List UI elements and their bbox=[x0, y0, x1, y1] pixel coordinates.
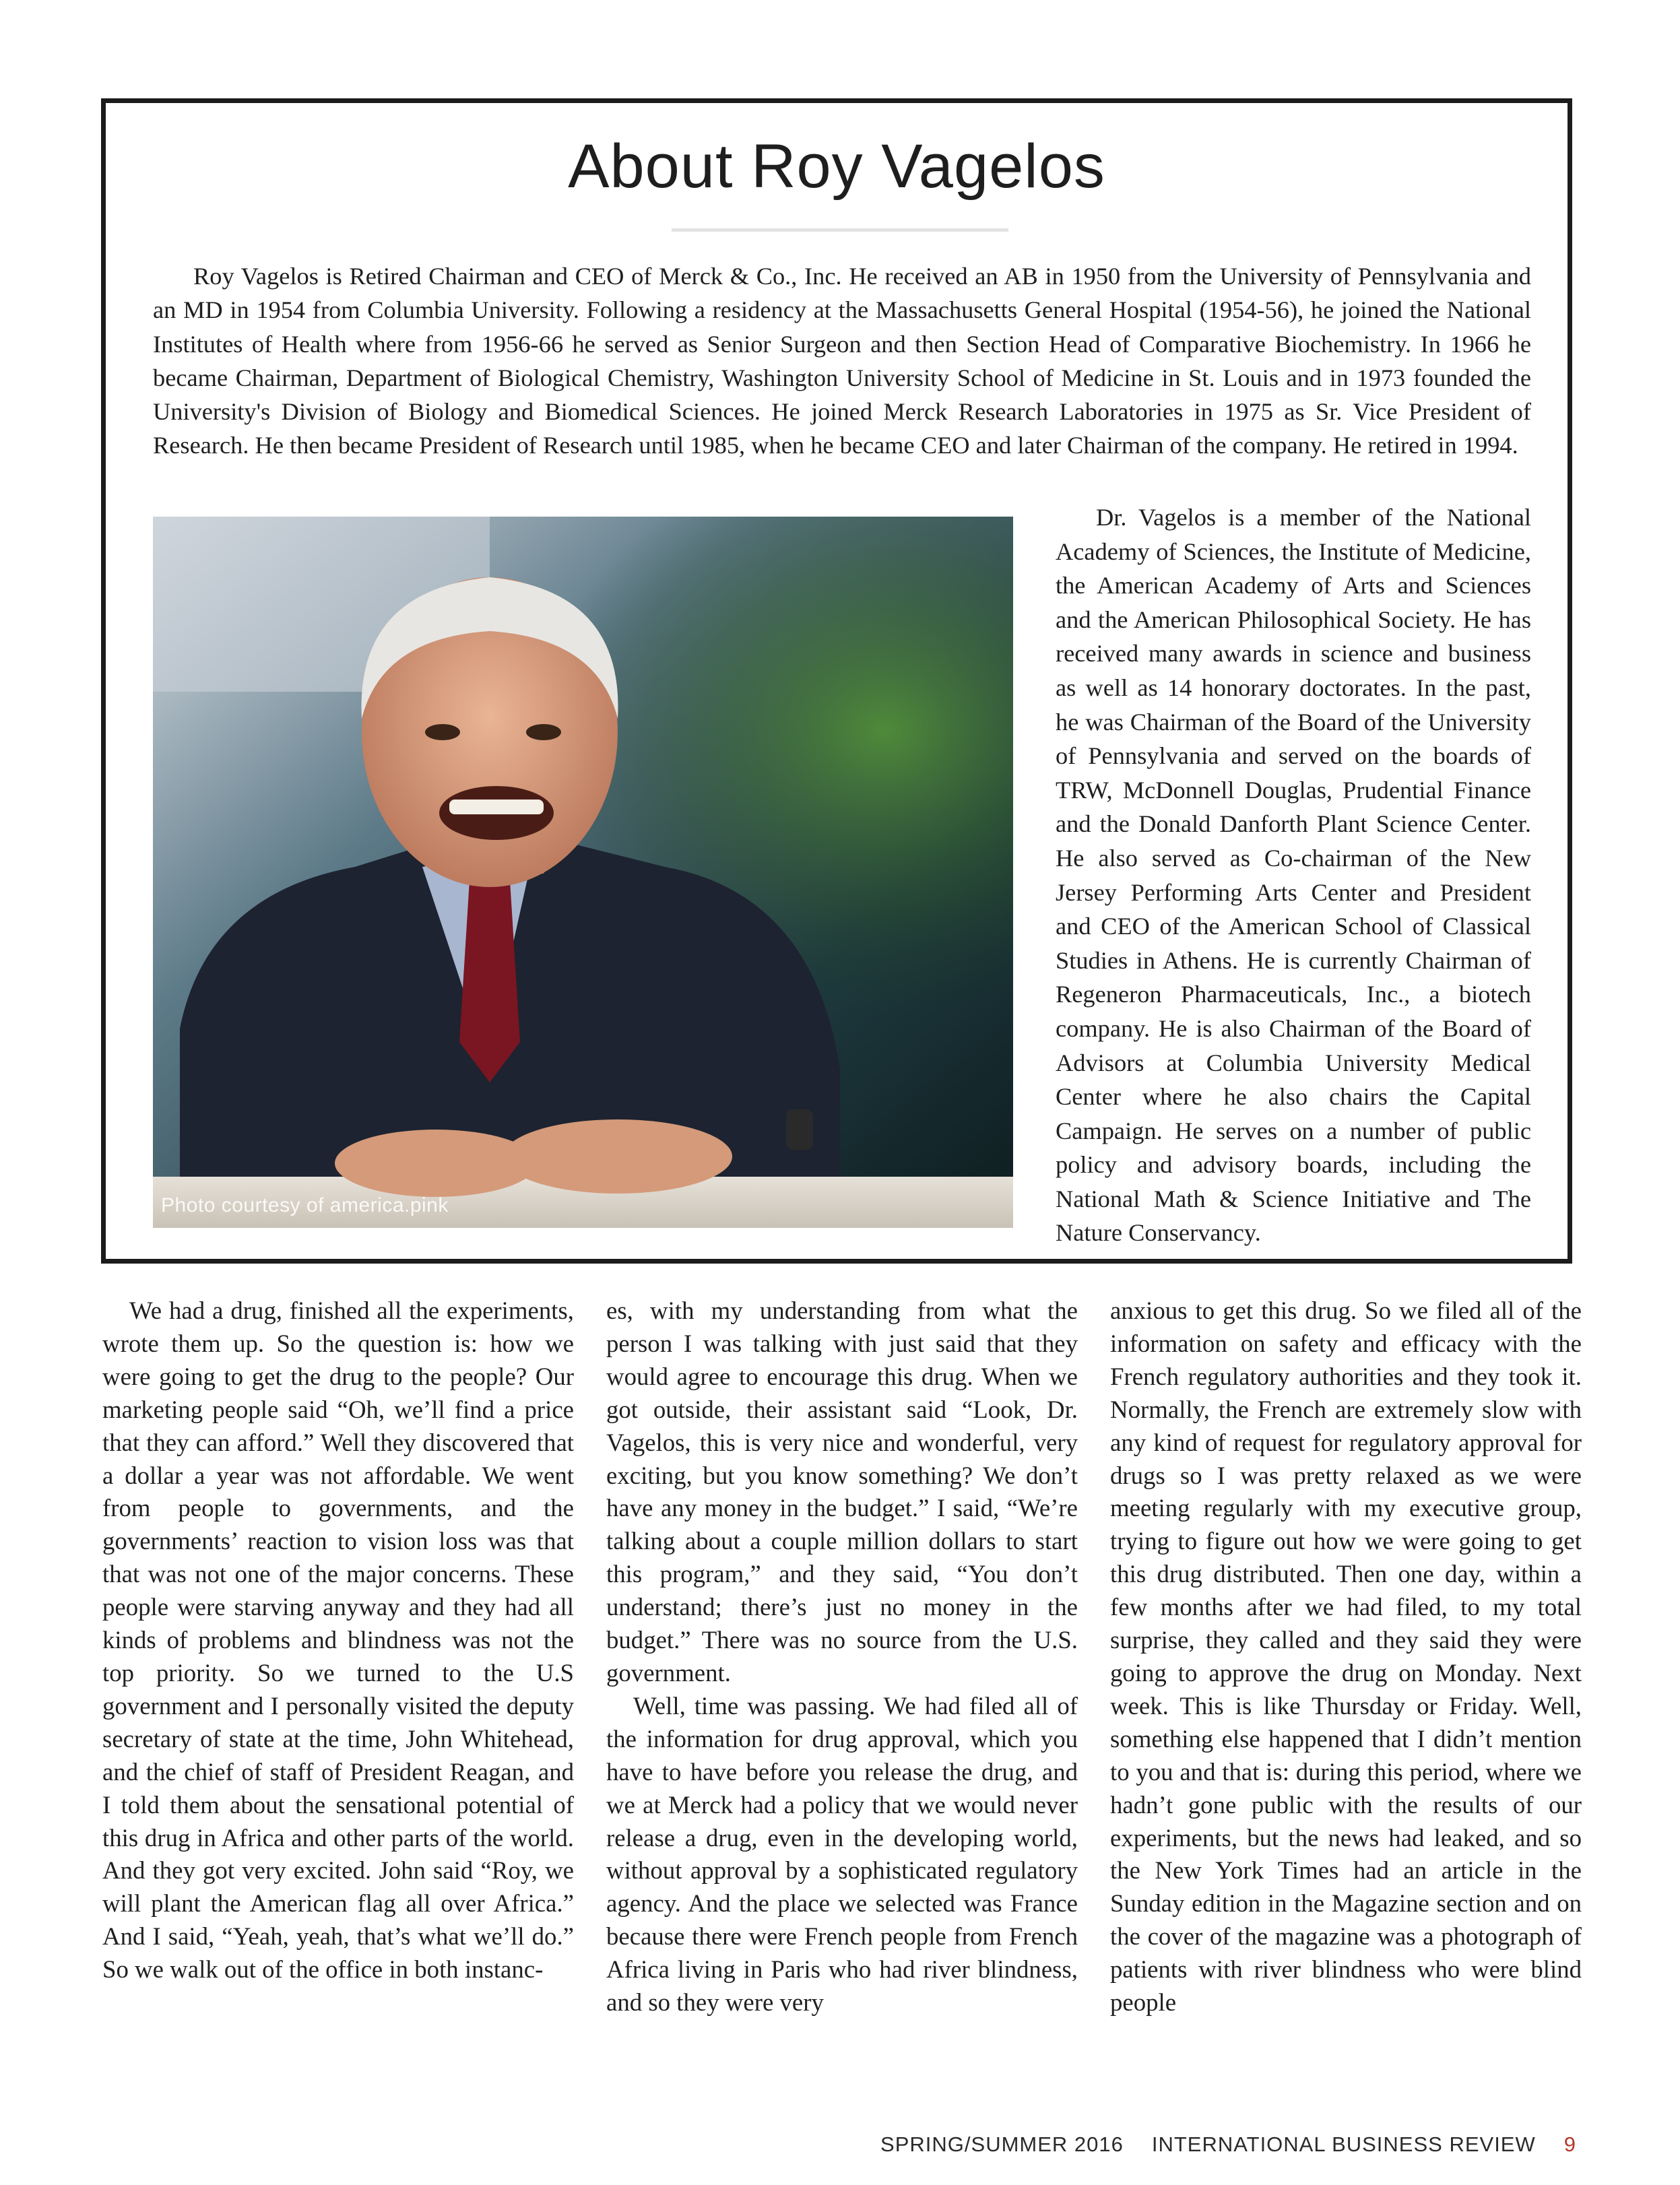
page-number: 9 bbox=[1563, 2132, 1576, 2156]
title-divider bbox=[672, 228, 1008, 232]
about-intro-paragraph: Roy Vagelos is Retired Chairman and CEO of Merck & Co., Inc. He received an AB in 1950 from the University of Pennsylvania and an MD in 1954 from Columbia University. Following a residency at the Massachusetts General Hospital (1954-56), he joined the National Institutes of Health where from 1956-66 he served as Senior Surgeon and then Section Head of Comparative Biochemistry. In 1966 he became Chairman, Department of Biological Chemistry, Washington University School of Medicine in St. Louis and in 1973 founded the University's Division of Biology and Biomedical Sciences. He joined Merck Research Laboratories in 1975 as Sr. Vice President of Research. He then became President of Research until 1985, when he became CEO and later Chairman of the company. He retired in 1994. bbox=[153, 263, 1531, 459]
footer-publication: INTERNATIONAL BUSINESS REVIEW bbox=[1151, 2132, 1536, 2156]
column-2-paragraph-1: es, with my understanding from what the person I was talking with just said that they would agree to encourage this drug. When we got outside, their assistant said “Look, Dr. Vagelos, this is very nice and wonderful, very exciting, but you know something? We don’t have any money in the budget.” I said, “We’re talking about a couple million dollars to start this program,” and they said, “You don’t understand; there’s just no money in the budget.” There was no source from the U.S. government. bbox=[606, 1297, 1078, 1687]
about-title: About Roy Vagelos bbox=[568, 132, 1105, 201]
column-3-paragraph: anxious to get this drug. So we filed all of the information on safety and efficacy with the French regulatory authorities and they took it. Normally, the French are extremely slow with any kind of request for regulatory approval for drugs so I was pretty relaxed as we were meeting regularly with my executive group, trying to figure out how we were going to get this drug distributed. Then one day, within a few months after we had filed, to my total surprise, they called and they said they were going to approve the drug on Monday. Next week. This is like Thursday or Friday. Well, something else happened that I didn’t mention to you and that is: during this period, where we hadn’t gone public with the results of our experiments, but the news had leaked, and so the New York Times had an article in the Sunday edition in the Magazine section and on the cover of the magazine was a photograph of patients with river blindness who were blind people bbox=[1110, 1297, 1582, 2017]
column-2-paragraph-2: Well, time was passing. We had filed all of the information for drug approval, which you have to have before you release the drug, and we at Merck had a policy that we would never release a drug, even in the developing world, without approval by a sophisticated regulatory agency. And the place we selected was France because there were French people from French Africa living in Paris who had river blindness, and so they were very bbox=[606, 1691, 1078, 2017]
body-column-3 bbox=[1110, 1295, 1582, 2019]
body-column-2 bbox=[606, 1295, 1078, 2019]
footer-issue: SPRING/SUMMER 2016 bbox=[880, 2132, 1124, 2156]
about-section-box bbox=[101, 98, 1572, 1264]
about-side-paragraph: Dr. Vagelos is a member of the National Academy of Sciences, the Institute of Medicine, the American Academy of Arts and Sciences and the American Philosophical Society. He has received many awards in science and business as well as 14 honorary doctorates. In the past, he was Chairman of the Board of the University of Pennsylvania and served on the boards of TRW, McDonnell Douglas, Prudential Finance and the Donald Danforth Plant Science Center. He also served as Co-chairman of the New Jersey Performing Arts Center and President and CEO of the American School of Classical Studies in Athens. He is currently Chairman of Regeneron Pharmaceuticals, Inc., a biotech company. He is also Chairman of the Board of Advisors at Columbia University Medical Center where he also chairs the Capital Campaign. He serves on a number of public policy and advisory boards, including the National Math & Science Initiative and The Nature Conservancy. bbox=[1056, 504, 1531, 1247]
column-1-paragraph: We had a drug, finished all the experiments, wrote them up. So the question is: how we were going to get the drug to the people? Our marketing people said “Oh, we’ll find a price that they can afford.” Well they discovered that a dollar a year was not affordable. We went from people to governments, and the governments’ reaction to vision loss was that that was not one of the major concerns. These people were starving anyway and they had all kinds of problems and blindness was not the top priority. So we turned to the U.S government and I personally visited the deputy secretary of state at the time, John Whitehead, and the chief of staff of President Reagan, and I told them about the sensational potential of this drug in Africa and other parts of the world. And they got very excited. John said “Roy, we will plant the American flag all over Africa.” And I said, “Yeah, yeah, that’s what we’ll do.” So we walk out of the office in both instanc- bbox=[102, 1297, 574, 1984]
portrait-photo bbox=[153, 517, 1013, 1228]
page-footer bbox=[880, 2132, 1576, 2157]
photo-credit: Photo courtesy of america.pink bbox=[161, 1194, 449, 1216]
body-column-1 bbox=[102, 1295, 574, 1986]
